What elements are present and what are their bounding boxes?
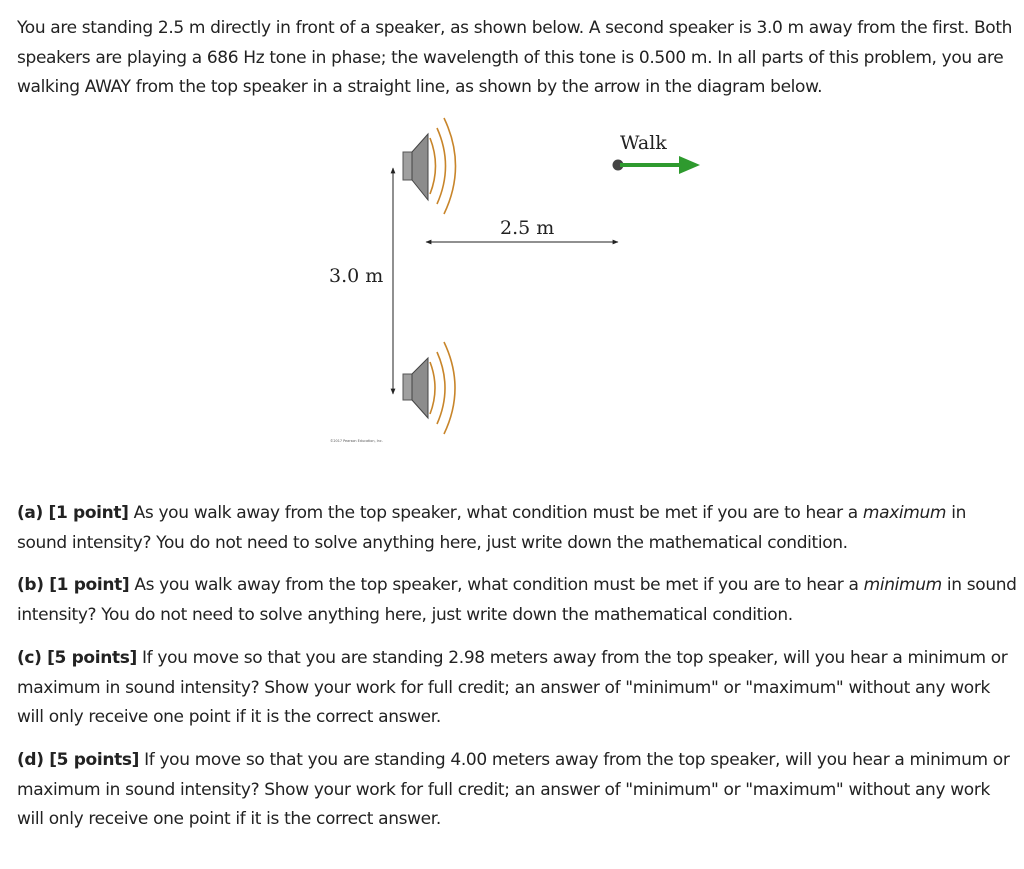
problem-intro: You are standing 2.5 m directly in front of a speaker, as shown below. A second speaker is 3.0 m away from the first. Both speakers are playing a 686 Hz tone in phase; the wavelength of this tone is 0.500 m. In all parts of this problem, you are walking AWAY from the top speaker in a straight line, as shown by the arrow in the diagram below. [17, 18, 1013, 97]
question-c-label: (c) [5 points] [17, 648, 137, 668]
top-speaker-icon [403, 118, 456, 214]
question-a-emphasis: maximum [862, 503, 947, 523]
copyright-note: ©2017 Pearson Education, Inc. [330, 439, 383, 443]
question-b-label: (b) [1 point] [17, 575, 130, 595]
question-a: (a) [1 point] As you walk away from the top speaker, what condition must be met if you are to hear a maximum in sound intensity? You do not need to solve anything here, just write down the mathematical condition. [17, 503, 966, 553]
walk-arrow-head-icon [679, 156, 700, 174]
horizontal-distance-label: 2.5 m [500, 217, 555, 239]
question-c: (c) [5 points] If you move so that you are standing 2.98 meters away from the top speaker, will you hear a minimum or maximum in sound intensity? Show your work for full credit; an answer of "minimum" or "maximum" without any work will only receive one point if it is the correct answer. [17, 648, 1008, 727]
speaker-diagram [300, 112, 720, 462]
bottom-speaker-icon [403, 342, 455, 434]
question-b-emphasis: minimum [863, 575, 942, 595]
walk-label: Walk [620, 132, 667, 154]
vertical-distance-label: 3.0 m [329, 265, 384, 287]
question-b: (b) [1 point] As you walk away from the top speaker, what condition must be met if you are to hear a minimum in sound intensity? You do not need to solve anything here, just write down the mathematical condition. [17, 575, 1017, 625]
question-a-label: (a) [1 point] [17, 503, 129, 523]
question-d-label: (d) [5 points] [17, 750, 140, 770]
question-d: (d) [5 points] If you move so that you are standing 4.00 meters away from the top speaker, will you hear a minimum or maximum in sound intensity? Show your work for full credit; an answer of "minimum" or "maximum" without any work will only receive one point if it is the correct answer. [17, 750, 1010, 829]
